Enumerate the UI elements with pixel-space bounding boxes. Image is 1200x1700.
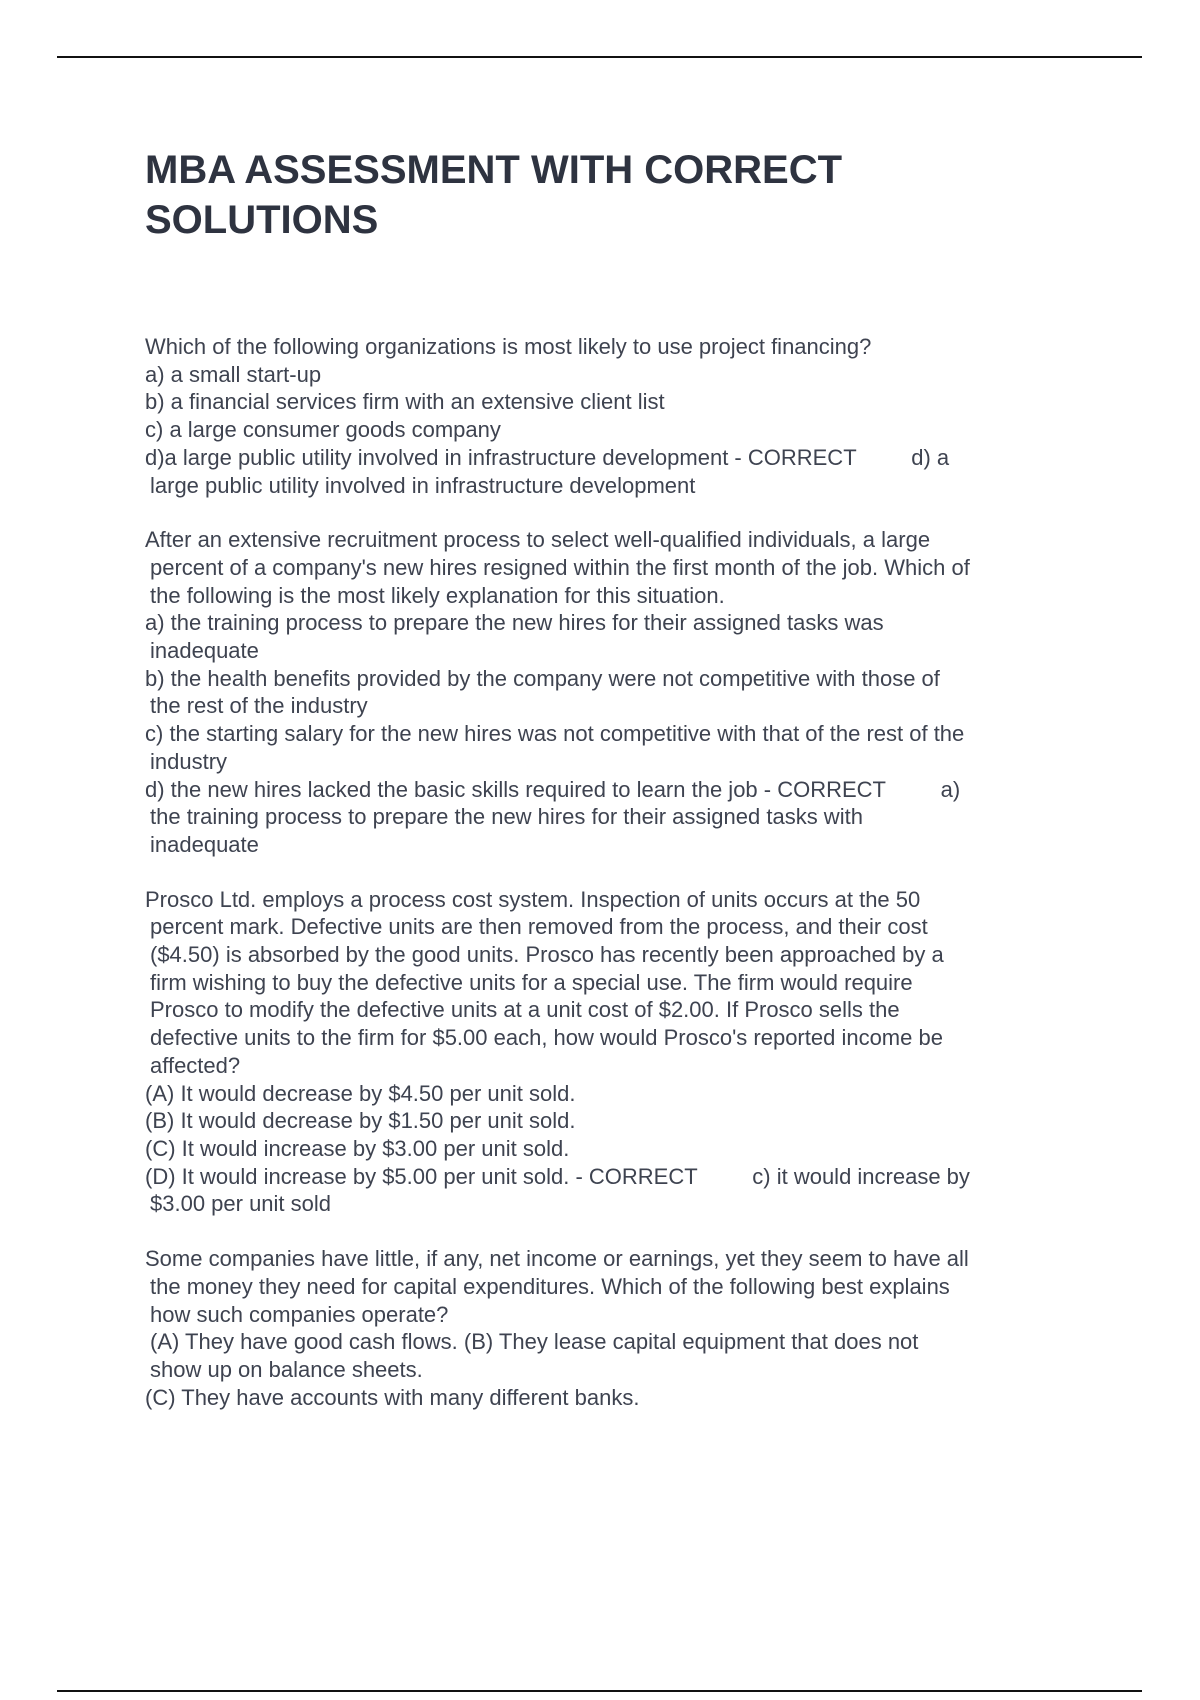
answer-continuation: $3.00 per unit sold — [150, 1191, 332, 1217]
option-a: a) a small start-up — [145, 361, 322, 387]
question-text: Prosco Ltd. employs a process cost system. Inspection of units occurs at the 50 — [145, 886, 921, 912]
question-text: affected? — [150, 1052, 241, 1078]
page-content — [145, 145, 1090, 1411]
option-a-continuation: inadequate — [150, 638, 259, 664]
question-text: the following is the most likely explanation for this situation. — [150, 582, 725, 608]
option-c: (C) They have accounts with many different banks. — [145, 1384, 640, 1410]
question-text: After an extensive recruitment process to select well-qualified individuals, a large — [145, 527, 931, 553]
question-text: Some companies have little, if any, net income or earnings, yet they seem to have all — [145, 1246, 969, 1272]
answer-continuation: the training process to prepare the new hires for their assigned tasks with — [150, 804, 863, 830]
option-a: (A) It would decrease by $4.50 per unit sold. — [145, 1080, 576, 1106]
question-1 — [145, 333, 1090, 499]
title-line-2: SOLUTIONS — [145, 198, 379, 242]
option-d-correct: d)a large public utility involved in infrastructure development - CORRECT d) a — [145, 444, 950, 470]
option-b: b) a financial services firm with an extensive client list — [145, 389, 665, 415]
option-b: b) the health benefits provided by the company were not competitive with those of — [145, 665, 940, 691]
option-b: (B) It would decrease by $1.50 per unit sold. — [145, 1108, 576, 1134]
option-b-continuation: show up on balance sheets. — [150, 1356, 423, 1382]
question-2 — [145, 526, 1090, 858]
question-text: Which of the following organizations is most likely to use project financing? — [145, 334, 872, 359]
top-rule — [57, 56, 1142, 58]
answer-continuation: inadequate — [150, 831, 259, 857]
question-text: percent of a company's new hires resigned within the first month of the job. Which of — [150, 554, 970, 580]
bottom-rule — [57, 1690, 1142, 1692]
question-text: firm wishing to buy the defective units for a special use. The firm would require — [150, 969, 913, 995]
question-text: defective units to the firm for $5.00 each, how would Prosco's reported income be — [150, 1025, 943, 1051]
question-text: percent mark. Defective units are then removed from the process, and their cost — [150, 914, 928, 940]
question-text: ($4.50) is absorbed by the good units. Prosco has recently been approached by a — [150, 942, 944, 968]
option-c: c) a large consumer goods company — [145, 417, 501, 443]
answer-continuation: large public utility involved in infrastructure development — [150, 472, 696, 498]
question-text: how such companies operate? — [150, 1301, 449, 1327]
title-line-1: MBA ASSESSMENT WITH CORRECT — [145, 148, 843, 192]
option-a-b: (A) They have good cash flows. (B) They lease capital equipment that does not — [150, 1329, 919, 1355]
question-text: the money they need for capital expenditures. Which of the following best explains — [150, 1273, 950, 1299]
option-d-correct: (D) It would increase by $5.00 per unit sold. - CORRECT c) it would increase by — [145, 1163, 970, 1189]
question-3 — [145, 886, 1090, 1218]
option-d-correct: d) the new hires lacked the basic skills required to learn the job - CORRECT a) — [145, 776, 961, 802]
option-c: c) the starting salary for the new hires was not competitive with that of the rest of the — [145, 721, 965, 747]
document-title — [145, 145, 965, 245]
option-a: a) the training process to prepare the new hires for their assigned tasks was — [145, 610, 884, 636]
option-c: (C) It would increase by $3.00 per unit sold. — [145, 1135, 570, 1161]
question-4 — [145, 1245, 1090, 1411]
question-text: Prosco to modify the defective units at a unit cost of $2.00. If Prosco sells the — [150, 997, 900, 1023]
option-c-continuation: industry — [150, 748, 228, 774]
option-b-continuation: the rest of the industry — [150, 693, 368, 719]
